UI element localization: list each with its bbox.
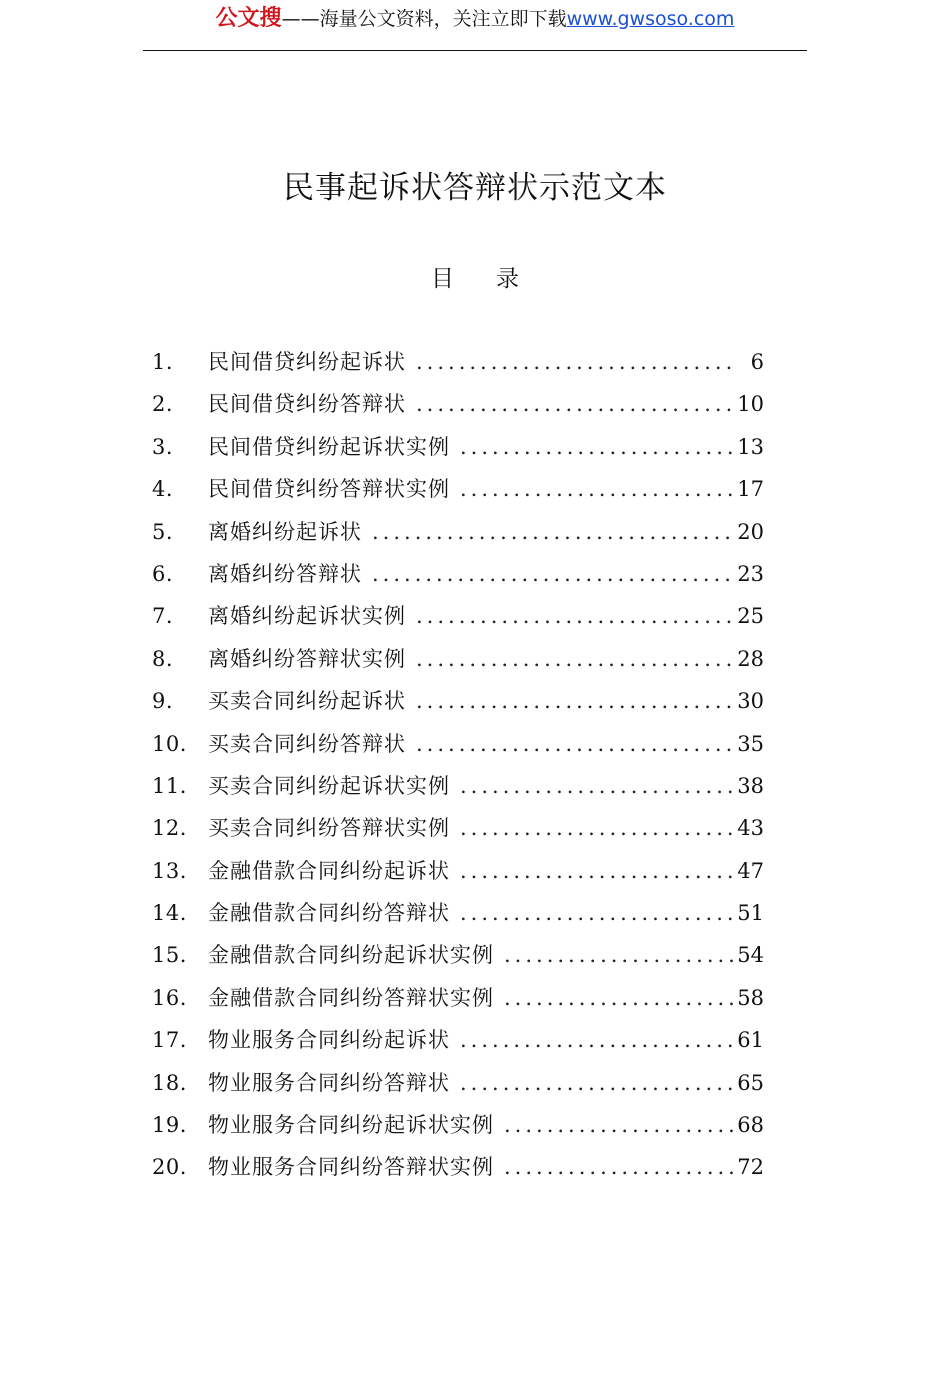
- toc-dot-leader: [504, 1104, 733, 1146]
- toc-entry[interactable]: [152, 1146, 764, 1188]
- toc-entry-page: 38: [737, 773, 764, 798]
- toc-entry-number: 19.: [152, 1113, 187, 1138]
- toc-dot-leader: [460, 1019, 733, 1061]
- toc-entry[interactable]: [152, 850, 764, 892]
- toc-entry-title: 买卖合同纠纷答辩状: [208, 731, 406, 756]
- toc-entry-title: 买卖合同纠纷起诉状: [208, 689, 406, 714]
- toc-entry-number: 16.: [152, 985, 187, 1010]
- toc-dot-leader: [460, 765, 733, 807]
- toc-entry-title: 民间借贷纠纷答辩状: [208, 392, 406, 417]
- toc-entry-title: 金融借款合同纠纷答辩状实例: [208, 985, 494, 1010]
- toc-dot-leader: [416, 341, 736, 383]
- toc-entry-title: 离婚纠纷答辩状: [208, 561, 362, 586]
- toc-entry-page: 58: [737, 985, 764, 1010]
- toc-heading-right: 录: [496, 266, 519, 292]
- toc-entry-page: 61: [737, 1028, 764, 1053]
- toc-dot-leader: [416, 595, 733, 637]
- table-of-contents: [152, 341, 764, 1189]
- toc-entry-title: 金融借款合同纠纷起诉状实例: [208, 943, 494, 968]
- toc-dot-leader: [504, 934, 733, 976]
- toc-dot-leader: [416, 723, 733, 765]
- toc-entry-page: 35: [737, 731, 764, 756]
- toc-entry-page: 13: [737, 434, 764, 459]
- document-title: 民事起诉状答辩状示范文本: [283, 170, 667, 206]
- toc-entry-page: 51: [737, 901, 764, 926]
- toc-entry-number: 4.: [152, 477, 174, 502]
- header-tagline: ——海量公文资料，关注立即下载: [281, 8, 567, 30]
- toc-heading: [0, 262, 950, 296]
- toc-entry-number: 1.: [152, 350, 174, 374]
- page-header: [0, 4, 950, 34]
- toc-entry-page: 68: [737, 1113, 764, 1138]
- toc-entry[interactable]: [152, 723, 764, 765]
- toc-entry-title: 金融借款合同纠纷起诉状: [208, 858, 450, 883]
- toc-dot-leader: [372, 553, 733, 595]
- toc-entry-title: 离婚纠纷起诉状实例: [208, 604, 406, 629]
- toc-entry[interactable]: [152, 426, 764, 468]
- toc-entry-page: 65: [737, 1070, 764, 1095]
- toc-entry[interactable]: [152, 1062, 764, 1104]
- toc-entry[interactable]: [152, 553, 764, 595]
- toc-entry-title: 物业服务合同纠纷起诉状实例: [208, 1113, 494, 1138]
- toc-dot-leader: [504, 977, 733, 1019]
- toc-entry[interactable]: [152, 468, 764, 510]
- toc-entry-number: 20.: [152, 1155, 187, 1180]
- toc-entry-number: 13.: [152, 858, 187, 883]
- toc-entry-number: 18.: [152, 1070, 187, 1095]
- toc-entry-title: 物业服务合同纠纷起诉状: [208, 1028, 450, 1053]
- toc-entry-number: 2.: [152, 392, 174, 417]
- toc-dot-leader: [460, 468, 733, 510]
- toc-entry-title: 物业服务合同纠纷答辩状实例: [208, 1155, 494, 1180]
- toc-dot-leader: [460, 892, 733, 934]
- toc-entry[interactable]: [152, 977, 764, 1019]
- website-link[interactable]: www.gwsoso.com: [566, 8, 735, 30]
- header-divider: [143, 50, 807, 51]
- toc-dot-leader: [372, 511, 733, 553]
- toc-entry-page: 72: [737, 1155, 764, 1180]
- toc-entry-page: 25: [737, 604, 764, 629]
- toc-entry-number: 17.: [152, 1028, 187, 1053]
- toc-entry-number: 8.: [152, 646, 174, 671]
- toc-entry-number: 12.: [152, 816, 187, 841]
- toc-entry-title: 金融借款合同纠纷答辩状: [208, 901, 450, 926]
- toc-dot-leader: [460, 426, 733, 468]
- toc-entry[interactable]: [152, 341, 764, 383]
- toc-entry-title: 买卖合同纠纷答辩状实例: [208, 816, 450, 841]
- toc-dot-leader: [460, 850, 733, 892]
- toc-heading-left: 目: [431, 266, 454, 292]
- toc-entry-page: 54: [737, 943, 764, 968]
- toc-entry[interactable]: [152, 680, 764, 722]
- toc-dot-leader: [416, 383, 733, 425]
- toc-entry[interactable]: [152, 595, 764, 637]
- toc-entry-page: 10: [737, 392, 764, 417]
- toc-entry[interactable]: [152, 638, 764, 680]
- toc-entry[interactable]: [152, 1019, 764, 1061]
- toc-entry-number: 5.: [152, 519, 174, 544]
- toc-entry-page: 30: [737, 689, 764, 714]
- toc-entry-number: 10.: [152, 731, 187, 756]
- toc-entry[interactable]: [152, 511, 764, 553]
- toc-dot-leader: [416, 680, 733, 722]
- toc-entry-page: 28: [737, 646, 764, 671]
- toc-entry-page: 20: [737, 519, 764, 544]
- toc-dot-leader: [504, 1146, 733, 1188]
- toc-entry-number: 9.: [152, 689, 174, 714]
- toc-entry-page: 17: [737, 477, 764, 502]
- toc-entry-title: 买卖合同纠纷起诉状实例: [208, 773, 450, 798]
- toc-entry[interactable]: [152, 807, 764, 849]
- toc-entry-number: 11.: [152, 773, 187, 798]
- toc-entry[interactable]: [152, 1104, 764, 1146]
- toc-entry-number: 3.: [152, 434, 174, 459]
- toc-entry[interactable]: [152, 765, 764, 807]
- toc-entry-title: 离婚纠纷起诉状: [208, 519, 362, 544]
- brand-name: 公文搜: [215, 6, 282, 31]
- toc-entry[interactable]: [152, 383, 764, 425]
- toc-entry-title: 民间借贷纠纷起诉状: [208, 350, 406, 374]
- toc-entry[interactable]: [152, 934, 764, 976]
- toc-dot-leader: [460, 1062, 733, 1104]
- toc-entry-title: 民间借贷纠纷答辩状实例: [208, 477, 450, 502]
- toc-dot-leader: [416, 638, 733, 680]
- toc-entry-title: 民间借贷纠纷起诉状实例: [208, 434, 450, 459]
- toc-entry-number: 14.: [152, 901, 187, 926]
- toc-entry-title: 物业服务合同纠纷答辩状: [208, 1070, 450, 1095]
- toc-entry-number: 15.: [152, 943, 187, 968]
- toc-entry[interactable]: [152, 892, 764, 934]
- toc-entry-title: 离婚纠纷答辩状实例: [208, 646, 406, 671]
- toc-entry-page: 6: [750, 350, 764, 374]
- toc-dot-leader: [460, 807, 733, 849]
- toc-entry-page: 23: [737, 561, 764, 586]
- toc-entry-page: 43: [737, 816, 764, 841]
- toc-entry-page: 47: [737, 858, 764, 883]
- toc-entry-number: 7.: [152, 604, 174, 629]
- toc-entry-number: 6.: [152, 561, 174, 586]
